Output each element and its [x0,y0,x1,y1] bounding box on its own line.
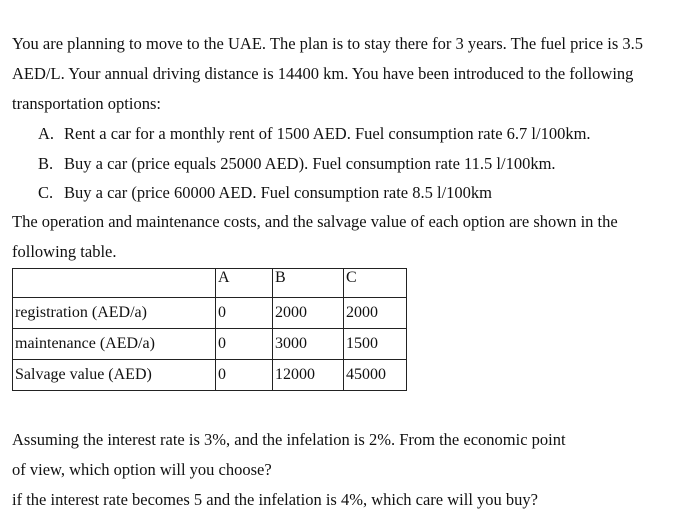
table-intro-line-2: following table. [12,242,117,261]
option-c-text: Buy a car (price 60000 AED. Fuel consumption rate 8.5 l/100km [64,183,493,202]
table-cell-a: 0 [216,298,273,329]
option-c [38,183,492,203]
option-a [38,124,591,144]
table-cell-label: registration (AED/a) [13,298,216,329]
intro-line-3: transportation options: [12,94,161,113]
intro-line-1: You are planning to move to the UAE. The plan is to stay there for 3 years. The fuel price is 3.5 [12,34,643,53]
table-cell-b: 3000 [273,329,344,360]
table-header-b: B [273,269,344,298]
table-row-maintenance [13,329,407,360]
table-cell-b: 12000 [273,360,344,391]
table-intro-line-1: The operation and maintenance costs, and the salvage value of each option are shown in the [12,212,618,231]
option-b-text: Buy a car (price equals 25000 AED). Fuel consumption rate 11.5 l/100km. [64,154,556,173]
table-header-a: A [216,269,273,298]
table-header-blank [13,269,216,298]
table-cell-c: 2000 [344,298,407,329]
table-cell-a: 0 [216,360,273,391]
cost-table [12,268,407,391]
option-c-letter: C. [38,183,54,202]
table-header-row [13,269,407,298]
table-row-registration [13,298,407,329]
table-cell-b: 2000 [273,298,344,329]
option-a-letter: A. [38,124,55,143]
table-header-c: C [344,269,407,298]
intro-line-2: AED/L. Your annual driving distance is 14400 km. You have been introduced to the following [12,64,634,83]
option-a-text: Rent a car for a monthly rent of 1500 AED. Fuel consumption rate 6.7 l/100km. [64,124,591,143]
question-line-1: Assuming the interest rate is 3%, and the infelation is 2%. From the economic point [12,430,566,449]
option-b-letter: B. [38,154,54,173]
table-cell-label: Salvage value (AED) [13,360,216,391]
table-cell-a: 0 [216,329,273,360]
option-b [38,154,556,174]
question-line-3: if the interest rate becomes 5 and the infelation is 4%, which care will you buy? [12,490,538,509]
table-row-salvage [13,360,407,391]
table-cell-label: maintenance (AED/a) [13,329,216,360]
table-cell-c: 1500 [344,329,407,360]
question-line-2: of view, which option will you choose? [12,460,272,479]
table-cell-c: 45000 [344,360,407,391]
